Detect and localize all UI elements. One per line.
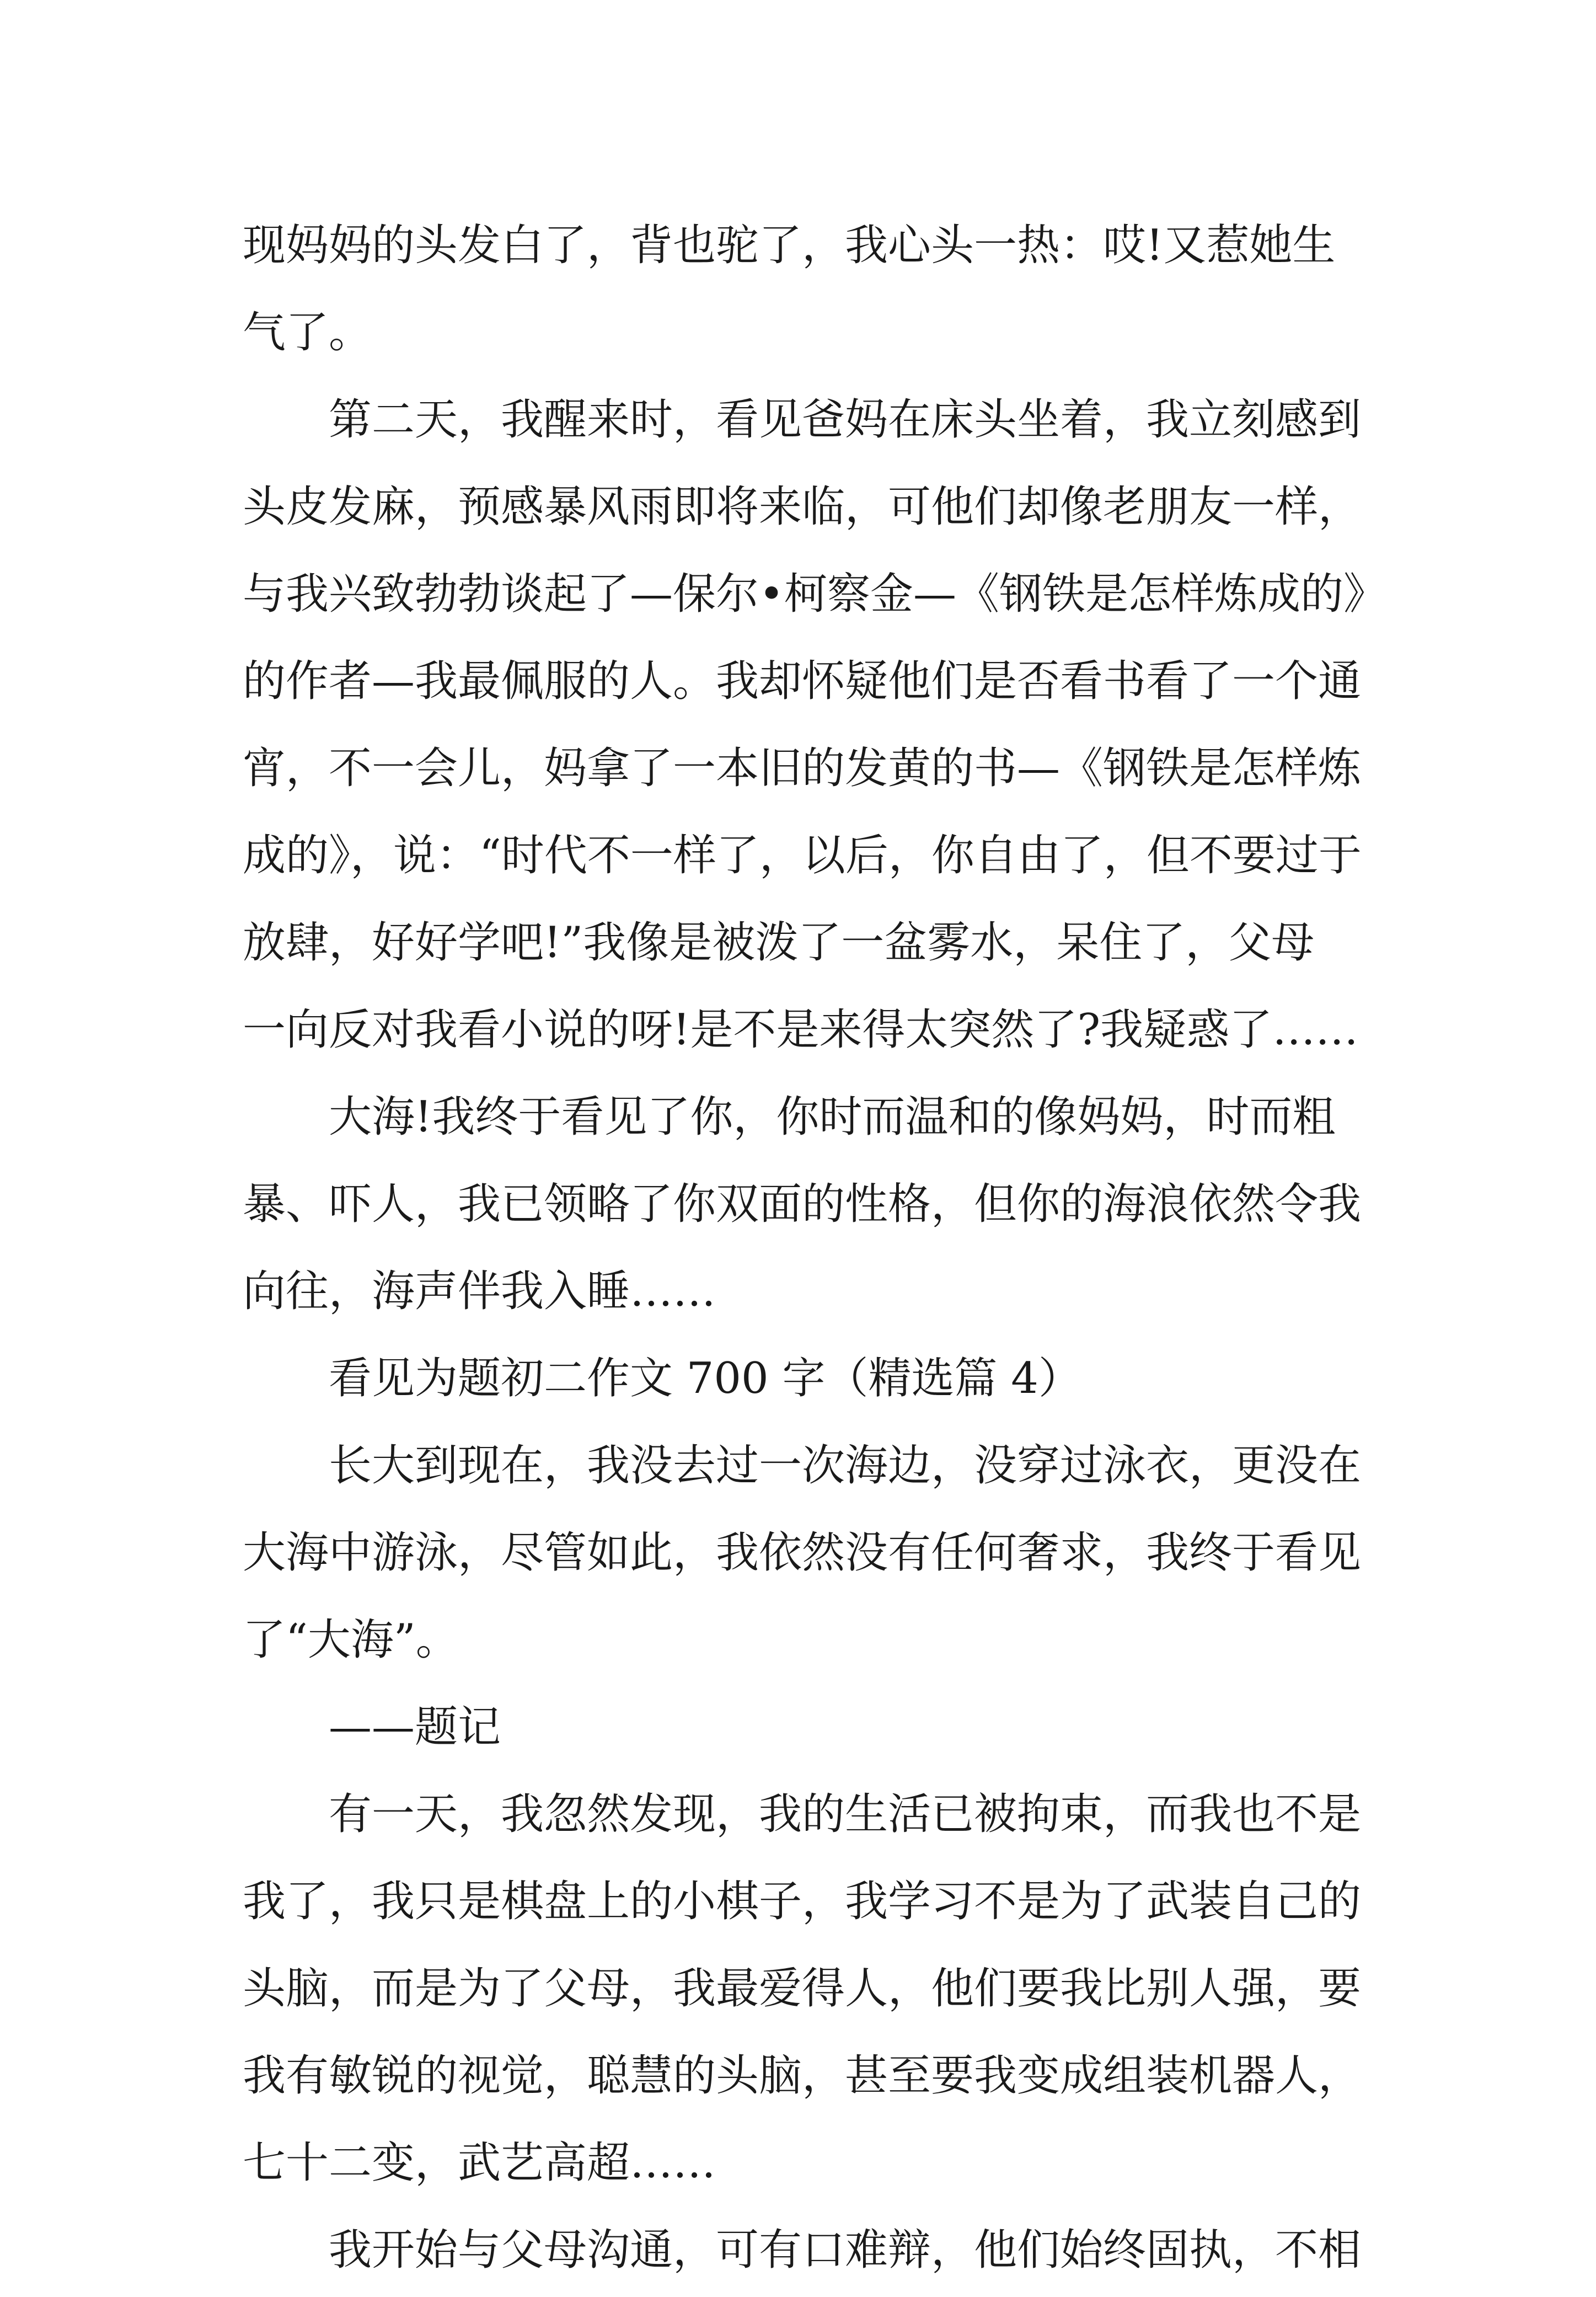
text-line: 暴、吓人，我已领略了你双面的性格，但你的海浪依然令我 — [243, 1179, 1362, 1229]
text-line: 气了。 — [243, 308, 372, 357]
text-line: 头皮发麻，预感暴风雨即将来临，可他们却像老朋友一样， — [243, 482, 1362, 532]
text-line: 我了，我只是棋盘上的小棋子，我学习不是为了武装自己的 — [243, 1877, 1362, 1926]
text-line: 向往，海声伴我入睡…… — [243, 1267, 716, 1316]
paragraph-start-line: 第二天，我醒来时，看见爸妈在床头坐着，我立刻感到 — [329, 395, 1362, 445]
text-line: 头脑，而是为了父母，我最爱得人，他们要我比别人强，要 — [243, 1964, 1362, 2013]
epigraph-attribution: ——题记 — [329, 1702, 501, 1752]
text-line: 一向反对我看小说的呀!是不是来得太突然了?我疑惑了…… — [243, 1005, 1359, 1055]
text-line: 现妈妈的头发白了，背也驼了，我心头一热：哎!又惹她生 — [243, 221, 1336, 270]
text-line: 七十二变，武艺高超…… — [243, 2138, 716, 2188]
text-line: 放肆，好好学吧!”我像是被泼了一盆雾水，呆住了，父母 — [243, 918, 1315, 968]
paragraph-start-line: 我开始与父母沟通，可有口难辩，他们始终固执，不相 — [329, 2225, 1362, 2275]
text-line: 的作者—我最佩服的人。我却怀疑他们是否看书看了一个通 — [243, 656, 1362, 706]
text-line: 大海中游泳，尽管如此，我依然没有任何奢求，我终于看见 — [243, 1528, 1362, 1578]
paragraph-start-line: 长大到现在，我没去过一次海边，没穿过泳衣，更没在 — [329, 1441, 1362, 1491]
text-line: 了“大海”。 — [243, 1615, 459, 1665]
text-line: 我有敏锐的视觉，聪慧的头脑，甚至要我变成组装机器人， — [243, 2051, 1362, 2101]
section-heading: 看见为题初二作文 700 字（精选篇 4） — [329, 1354, 1081, 1403]
text-line: 与我兴致勃勃谈起了—保尔•柯察金—《钢铁是怎样炼成的》 — [243, 569, 1387, 619]
text-line: 成的》，说：“时代不一样了，以后，你自由了，但不要过于 — [243, 831, 1362, 880]
paragraph-start-line: 大海!我终于看见了你，你时而温和的像妈妈，时而粗 — [329, 1092, 1336, 1142]
paragraph-start-line: 有一天，我忽然发现，我的生活已被拘束，而我也不是 — [329, 1789, 1362, 1839]
text-line: 宵，不一会儿，妈拿了一本旧的发黄的书—《钢铁是怎样炼 — [243, 744, 1362, 793]
